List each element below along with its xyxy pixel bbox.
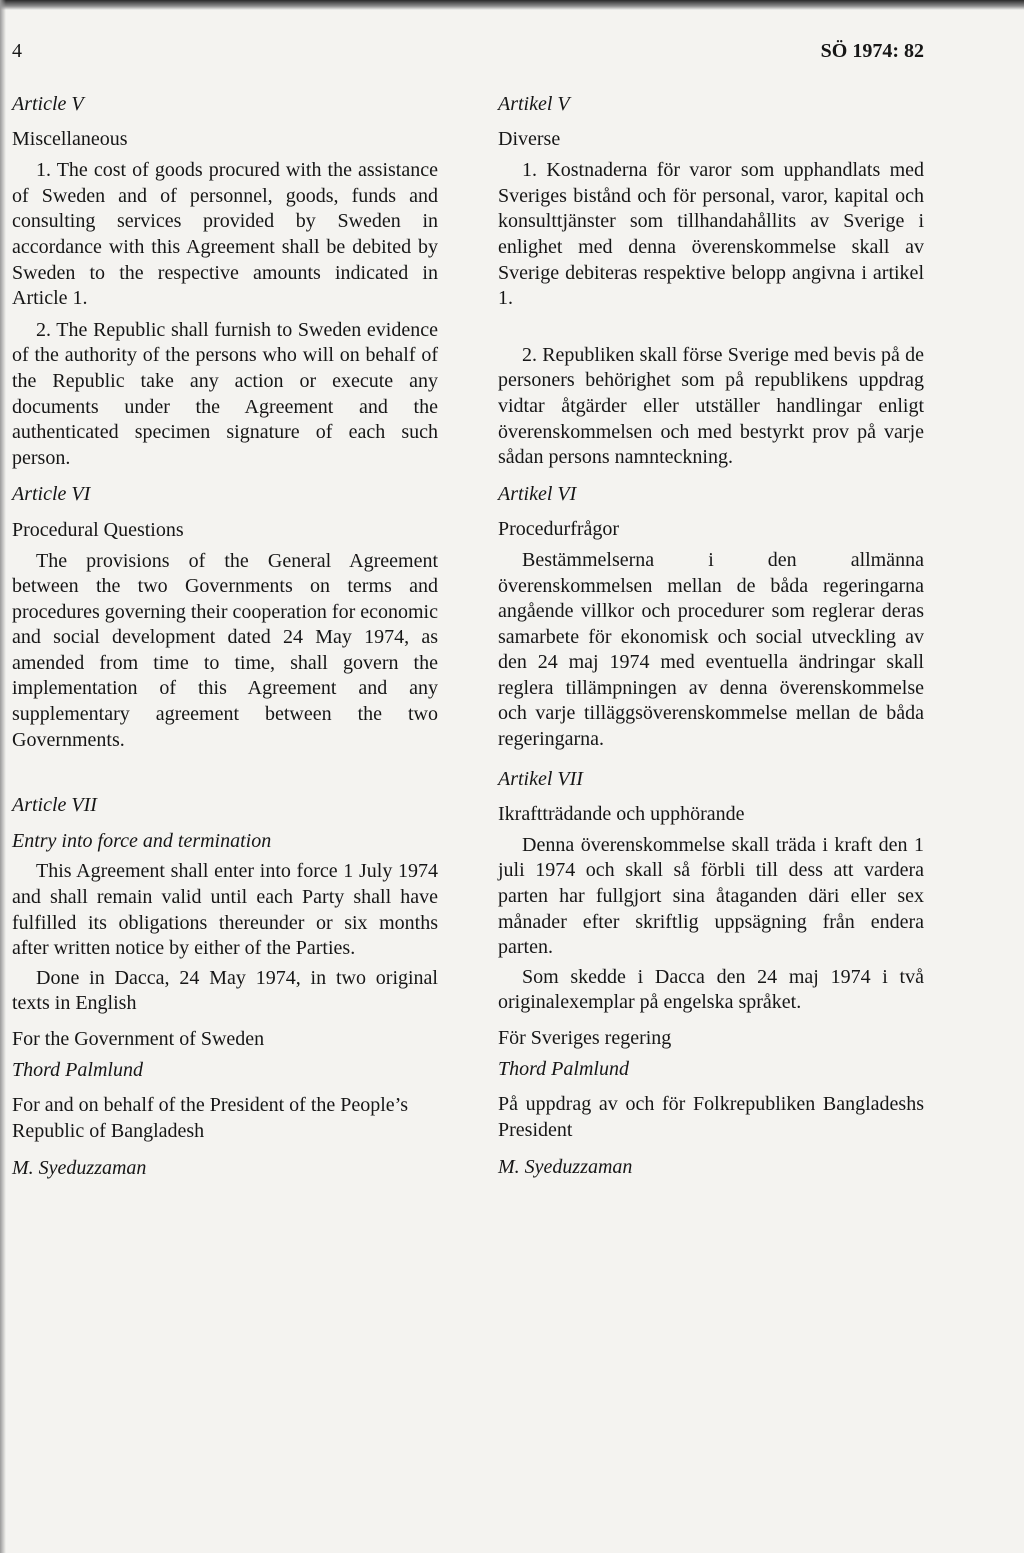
article-5-title-en: Article V: [12, 93, 84, 115]
signatory-1-name-en: Thord Palmlund: [12, 1058, 143, 1081]
article-7-paragraph-1-sv: Denna överenskommelse skall träda i kraft den 1 juli 1974 och skall så förbli till dess att vardera parten har fullgjort sina åtaganden däri eller sex månader efter skriftlig uppsägning från endera parten.: [498, 833, 924, 959]
article-6-subtitle-en: Procedural Questions: [12, 518, 184, 541]
article-6-paragraph-1-sv: Bestämmelserna i den allmänna överenskommelsen mellan de båda regeringarna angående villkor och procedurer som reglerar deras samarbete för ekonomisk och social utveckling av den 24 maj 1974 med eventuella ändringar skall reglera tillämpningen av denna överenskommelse och varje tilläggsöverenskommelse mellan de båda regeringarna.: [498, 548, 924, 751]
signatory-1-label-sv: För Sveriges regering: [498, 1027, 672, 1049]
article-5-subtitle-en: Miscellaneous: [12, 127, 128, 150]
signatory-2-name-sv: M. Syeduzzaman: [498, 1156, 633, 1179]
article-7-paragraph-2-sv: Som skedde i Dacca den 24 maj 1974 i två originalexemplar på engelska språket.: [498, 965, 924, 1014]
english-column: [12, 92, 438, 1182]
article-7-subtitle-sv: Ikraftträdande och upphörande: [498, 803, 745, 826]
article-7-title-en: Article VII: [12, 794, 97, 817]
article-5-paragraph-1-en: 1. The cost of goods procured with the assistance of Sweden and of personnel, goods, funds and consulting services provided by Sweden in accordance with this Agreement shall be debited by Sweden to the respective amounts indicated in Article 1.: [12, 159, 438, 310]
signatory-2-name-en: M. Syeduzzaman: [12, 1157, 147, 1180]
article-6-subtitle-sv: Procedurfrågor: [498, 518, 620, 541]
scan-edge-left: [0, 0, 6, 1553]
article-5-subtitle-sv: Diverse: [498, 127, 561, 150]
page-header: [12, 40, 924, 74]
document-reference: SÖ 1974: 82: [820, 40, 924, 62]
signatory-1-name-sv: Thord Palmlund: [498, 1057, 629, 1080]
article-5-paragraph-2-en: 2. The Republic shall furnish to Sweden evidence of the authority of the persons who will on behalf of the Republic take any action or execute any documents under the Agreement and the authenticated specimen signature of each such person.: [12, 318, 438, 469]
signatory-2-label-en: For and on behalf of the President of the People’s Republic of Bangladesh: [12, 1094, 409, 1142]
article-6-paragraph-1-en: The provisions of the General Agreement between the two Governments on terms and procedures governing their cooperation for economic and social development dated 24 May 1974, as amended from time to time, shall govern the implementation of this Agreement and any supplementary agreement between the two Governments.: [12, 549, 438, 751]
article-7-title-sv: Artikel VII: [498, 767, 583, 790]
scan-edge-top: [0, 0, 1024, 10]
signatory-2-label-sv: På uppdrag av och för Folkrepubliken Bangladeshs President: [498, 1093, 924, 1141]
article-7-subtitle-en: Entry into force and termination: [12, 829, 272, 852]
article-6-title-en: Article VI: [12, 483, 91, 506]
swedish-column: [498, 92, 924, 1181]
article-5-paragraph-2-sv: 2. Republiken skall förse Sverige med bevis på de personers behörighet som på republikens uppdrag vidtar åtgärder eller utställer handlingar enligt överenskommelsen och med bestyrkt prov på varje sådan persons namnteckning.: [498, 343, 924, 469]
article-5-paragraph-1-sv: 1. Kostnaderna för varor som upphandlats med Sveriges bistånd och för personal, varor, kapital och konsulttjänster som tillhandahållits av Sverige i enlighet med denna överenskommelse skall av Sverige debiteras respektive belopp angivna i artikel 1.: [498, 159, 924, 310]
article-6-title-sv: Artikel VI: [498, 482, 577, 505]
article-7-paragraph-1-en: This Agreement shall enter into force 1 July 1974 and shall remain valid until each Party shall have fulfilled its obligations thereunder or six months after written notice by either of the Parties.: [12, 860, 438, 960]
article-7-paragraph-2-en: Done in Dacca, 24 May 1974, in two original texts in English: [12, 966, 438, 1015]
page-number: 4: [12, 40, 22, 62]
signatory-1-label-en: For the Government of Sweden: [12, 1028, 265, 1050]
article-5-title-sv: Artikel V: [498, 93, 570, 115]
